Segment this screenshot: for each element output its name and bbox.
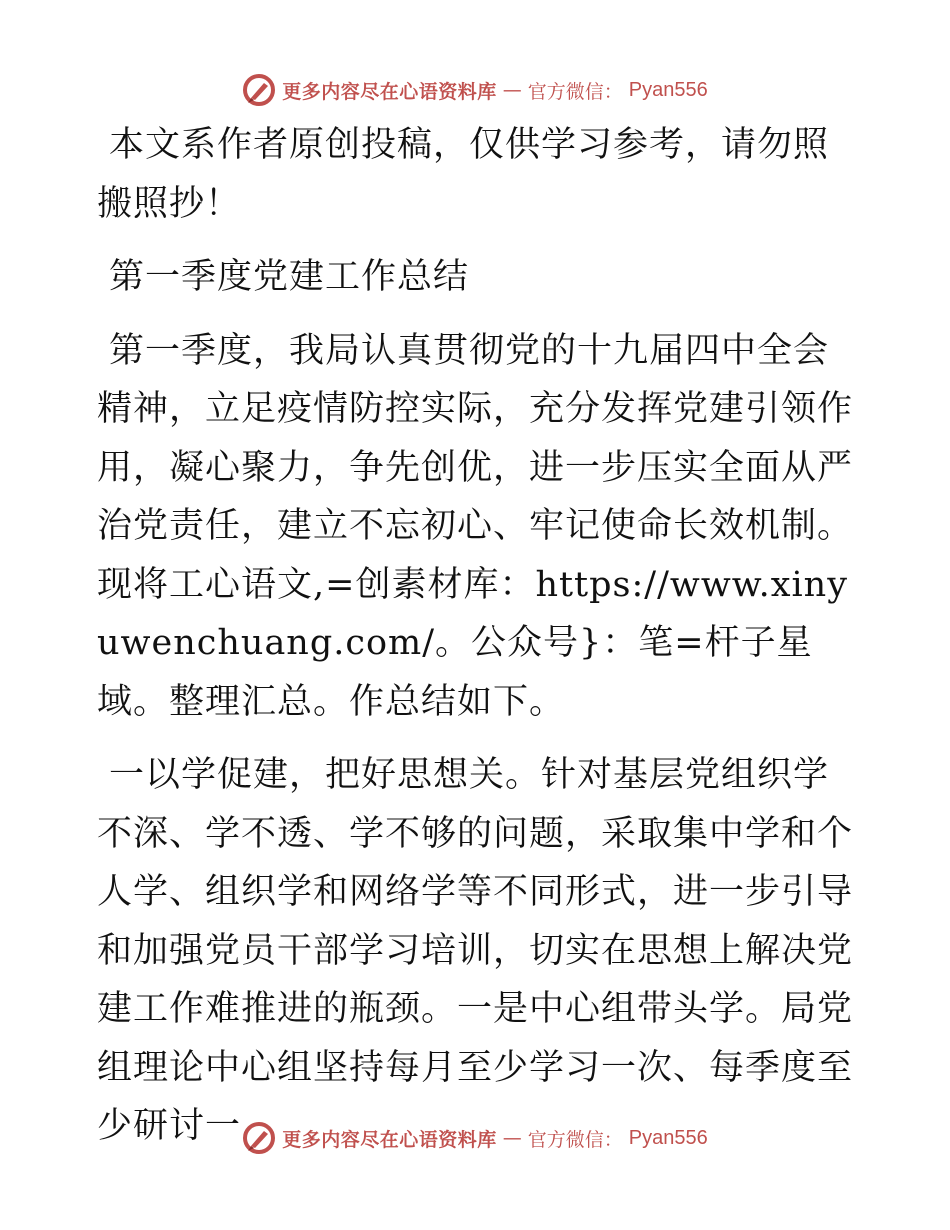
header-banner — [0, 70, 950, 110]
banner-wechat-id: Pyan556 — [628, 78, 708, 101]
banner-separator: — — [502, 1127, 522, 1149]
banner-wechat-id: Pyan556 — [628, 1126, 708, 1149]
body-paragraph: 第一季度，我局认真贯彻党的十九届四中全会精神，立足疫情防控实际，充分发挥党建引领作用，凝心聚力，争先创优，进一步压实全面从严治党责任，建立不忘初心、牢记使命长效机制。现将工心语文,=创素材库：https://www.xinyuwenchuang.com/。公众号}：笔=杆子星域。整理汇总。作总结如下。 — [97, 330, 854, 722]
disclaimer-text: 本文系作者原创投稿，仅供学习参考，请勿照搬照抄！ — [97, 125, 830, 224]
banner-wechat-label: 官方微信： — [527, 1128, 623, 1151]
banner-promo-text: 更多内容尽在心语资料库 — [282, 1128, 497, 1151]
banner-separator: — — [502, 79, 522, 101]
banner-promo-text: 更多内容尽在心语资料库 — [282, 80, 497, 103]
body-paragraph: 一以学促建，把好思想关。针对基层党组织学不深、学不透、学不够的问题，采取集中学和个人学、组织学和网络学等不同形式，进一步引导和加强党员干部学习培训，切实在思想上解决党建工作难推进的瓶颈。一是中心组带头学。局党组理论中心组坚持每月至少学习一次、每季度至少研讨一 — [97, 755, 854, 1146]
document-title: 第一季度党建工作总结 — [109, 257, 470, 297]
pen-circle-logo-icon — [242, 1121, 276, 1155]
pen-circle-logo-icon — [242, 73, 276, 107]
banner-wechat-label: 官方微信： — [527, 80, 623, 103]
footer-banner — [0, 1118, 950, 1158]
document-body — [97, 116, 853, 1171]
